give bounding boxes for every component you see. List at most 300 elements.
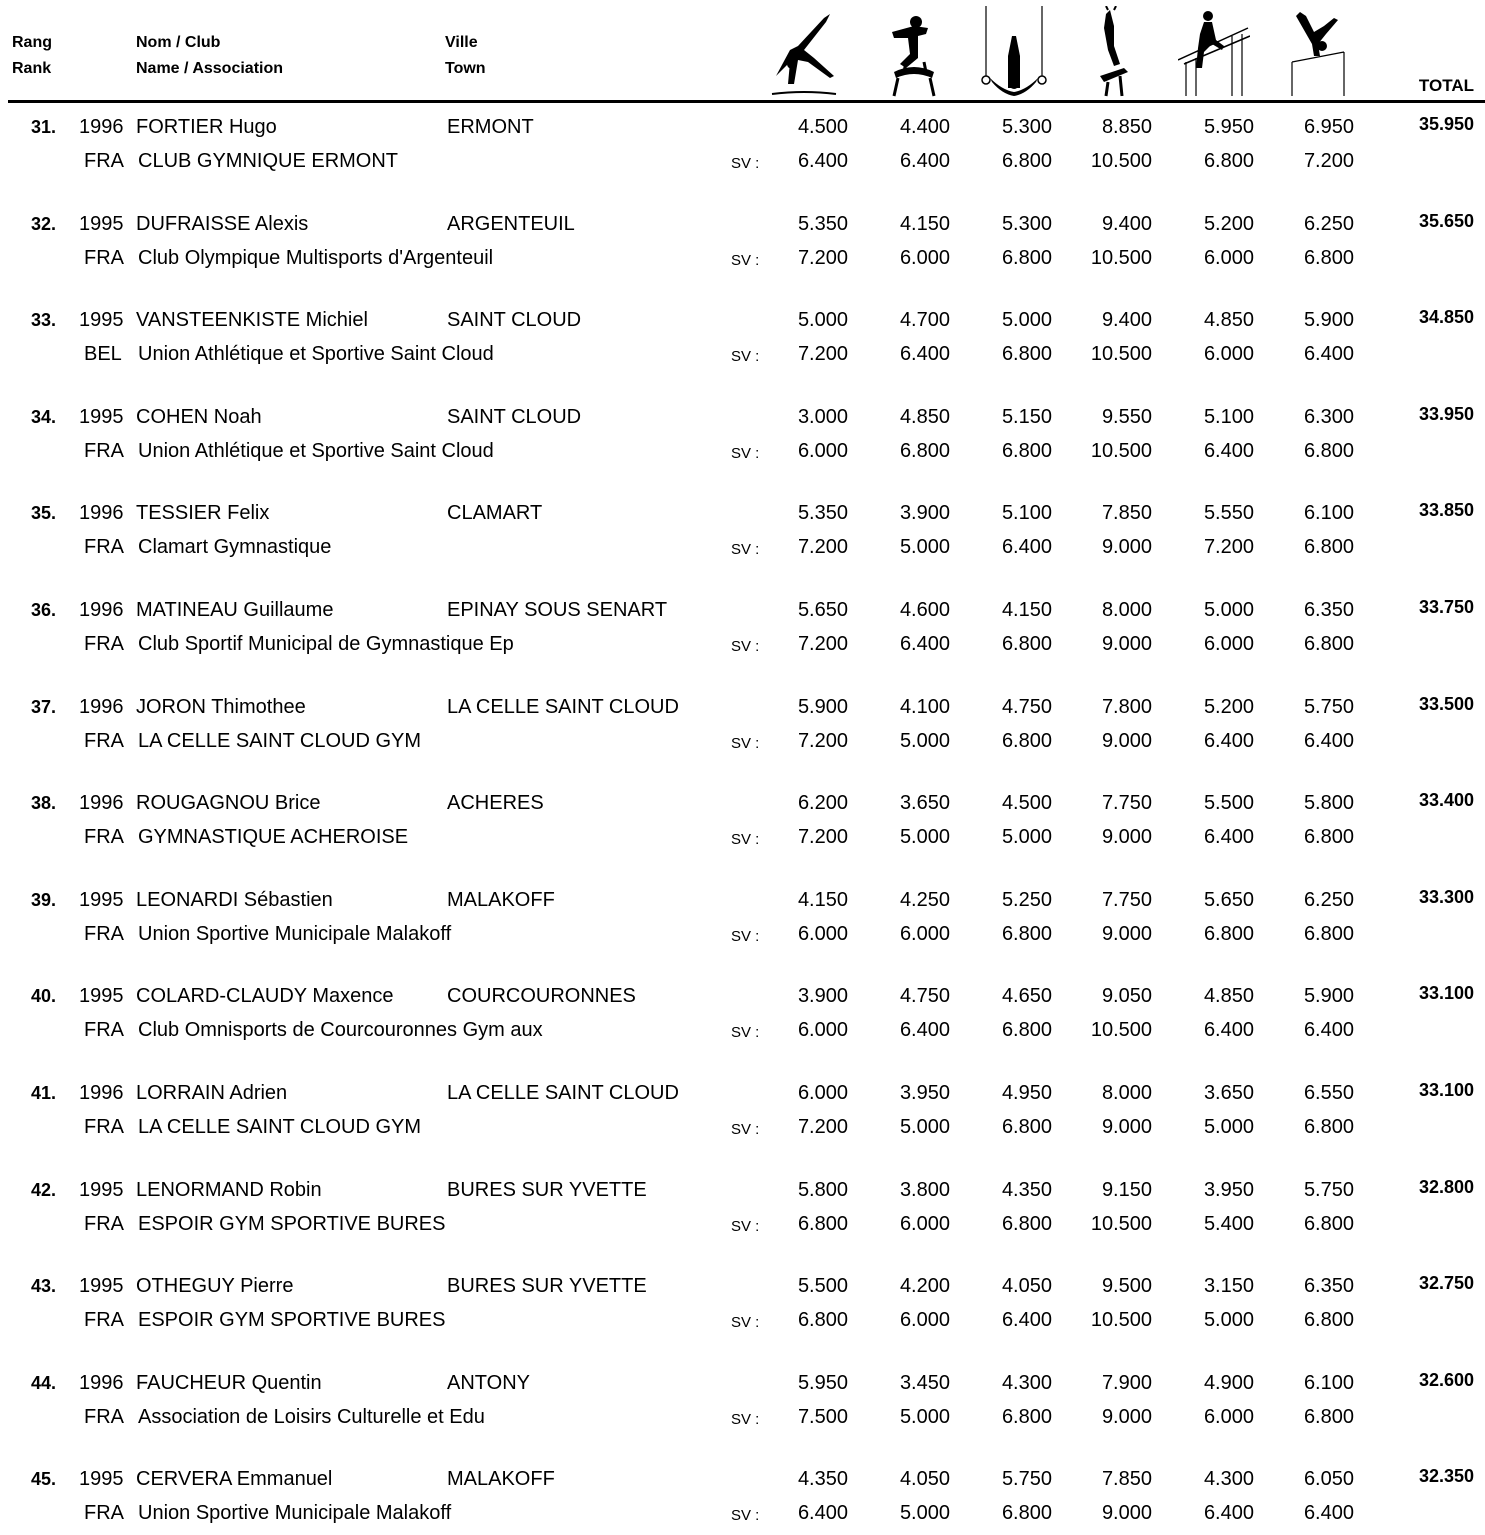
starting-value-cell: 6.800 <box>1303 246 1354 269</box>
club-cell: Club Omnisports de Courcouronnes Gym aux <box>138 1019 543 1042</box>
starting-value-cell: 6.000 <box>1203 633 1254 655</box>
starting-value-cell: 7.200 <box>1203 536 1254 559</box>
starting-value-cell: 6.000 <box>797 922 848 945</box>
apparatus-score-cell: 5.800 <box>1303 792 1354 815</box>
starting-value-cell: 10.500 <box>1090 150 1152 172</box>
sv-label: SV : <box>731 734 760 752</box>
sv-label: SV : <box>731 1121 760 1138</box>
starting-value-cell: 7.200 <box>1303 150 1354 172</box>
apparatus-score-cell: 3.900 <box>899 502 950 525</box>
apparatus-score-cell: 6.350 <box>1303 599 1354 621</box>
town-cell: MALAKOFF <box>447 1468 555 1491</box>
starting-value-cell: 5.000 <box>1001 826 1052 849</box>
starting-value-cell: 9.000 <box>1101 729 1152 752</box>
sv-label: SV : <box>731 927 760 945</box>
apparatus-score-cell: 9.400 <box>1101 309 1152 332</box>
header-divider <box>8 100 1485 103</box>
apparatus-score-cell: 5.900 <box>1303 309 1354 332</box>
apparatus-score-cell: 4.300 <box>1203 1468 1254 1491</box>
starting-value-cell: 10.500 <box>1090 439 1152 462</box>
apparatus-score-cell: 8.000 <box>1101 599 1152 621</box>
birth-year-cell: 1995 <box>79 1178 124 1201</box>
apparatus-score-cell: 3.900 <box>797 985 848 1008</box>
birth-year-cell: 1995 <box>79 405 124 428</box>
starting-value-cell: 7.200 <box>797 826 848 849</box>
starting-value-cell: 9.000 <box>1101 633 1152 655</box>
starting-value-cell: 6.800 <box>1001 633 1052 655</box>
rank-header-fr: Rang <box>12 34 52 51</box>
apparatus-score-cell: 7.750 <box>1101 888 1152 911</box>
club-cell: GYMNASTIQUE ACHEROISE <box>138 826 409 849</box>
starting-value-cell: 9.000 <box>1101 1405 1152 1428</box>
athlete-name-cell: FORTIER Hugo <box>136 116 277 138</box>
floor-exercise-icon <box>768 6 840 98</box>
starting-value-cell: 9.000 <box>1101 826 1152 849</box>
starting-value-cell: 6.000 <box>797 439 848 462</box>
apparatus-score-cell: 5.950 <box>1203 116 1254 138</box>
apparatus-score-cell: 4.650 <box>1001 985 1052 1008</box>
nationality-cell: FRA <box>84 1212 124 1235</box>
apparatus-score-cell: 4.600 <box>899 599 950 621</box>
table-row <box>0 308 1485 376</box>
nationality-cell: FRA <box>84 246 124 269</box>
table-row <box>0 405 1485 473</box>
apparatus-score-cell: 6.550 <box>1303 1082 1354 1104</box>
table-row <box>0 501 1485 569</box>
apparatus-score-cell: 5.500 <box>1203 792 1254 815</box>
name-header-fr: Nom / Club <box>136 34 221 51</box>
starting-value-cell: 6.800 <box>1303 826 1354 849</box>
starting-value-cell: 6.800 <box>1303 1405 1354 1428</box>
starting-value-cell: 10.500 <box>1090 1019 1152 1042</box>
apparatus-score-cell: 4.350 <box>1001 1178 1052 1201</box>
rank-cell: 32. <box>30 213 56 234</box>
club-cell: Association de Loisirs Culturelle et Edu <box>138 1405 485 1428</box>
club-cell: ESPOIR GYM SPORTIVE BURES <box>138 1212 446 1235</box>
total-score-cell: 33.300 <box>1418 886 1474 907</box>
pommel-horse-icon <box>878 6 950 98</box>
apparatus-score-cell: 4.150 <box>899 212 950 235</box>
apparatus-score-cell: 4.150 <box>1001 599 1052 621</box>
apparatus-score-cell: 5.000 <box>1001 309 1052 332</box>
sv-label: SV : <box>731 1314 760 1332</box>
total-score-cell: 33.100 <box>1418 983 1474 1004</box>
sv-label: SV : <box>731 348 760 366</box>
nationality-cell: FRA <box>84 729 124 752</box>
nationality-cell: FRA <box>84 1405 124 1428</box>
starting-value-cell: 7.200 <box>797 343 848 366</box>
apparatus-score-cell: 3.800 <box>899 1178 950 1201</box>
total-score-cell: 35.650 <box>1418 210 1474 231</box>
name-header <box>136 30 283 82</box>
apparatus-score-cell: 5.650 <box>797 599 848 621</box>
apparatus-score-cell: 6.300 <box>1303 405 1354 428</box>
club-cell: CLUB GYMNIQUE ERMONT <box>138 150 399 172</box>
total-score-cell: 32.600 <box>1418 1369 1474 1390</box>
apparatus-score-cell: 6.200 <box>797 792 848 815</box>
starting-value-cell: 9.000 <box>1101 922 1152 945</box>
club-cell: Union Sportive Municipale Malakoff <box>138 922 452 945</box>
town-header-en: Town <box>445 60 486 77</box>
birth-year-cell: 1995 <box>79 212 124 235</box>
starting-value-cell: 6.000 <box>899 1212 950 1235</box>
starting-value-cell: 6.000 <box>797 1019 848 1042</box>
starting-value-cell: 6.400 <box>797 1502 848 1525</box>
apparatus-score-cell: 3.450 <box>899 1371 950 1394</box>
apparatus-score-cell: 4.500 <box>797 116 848 138</box>
nationality-cell: FRA <box>84 826 124 849</box>
apparatus-score-cell: 3.650 <box>1203 1082 1254 1104</box>
starting-value-cell: 6.400 <box>899 150 950 172</box>
nationality-cell: FRA <box>84 1502 124 1525</box>
starting-value-cell: 6.800 <box>1001 1116 1052 1138</box>
apparatus-score-cell: 9.150 <box>1101 1178 1152 1201</box>
starting-value-cell: 6.400 <box>1203 439 1254 462</box>
athlete-name-cell: ROUGAGNOU Brice <box>136 792 321 815</box>
total-score-cell: 33.750 <box>1418 597 1474 617</box>
starting-value-cell: 7.200 <box>797 246 848 269</box>
still-rings-icon <box>978 6 1050 98</box>
starting-value-cell: 6.800 <box>1001 150 1052 172</box>
apparatus-score-cell: 9.550 <box>1101 405 1152 428</box>
town-cell: COURCOURONNES <box>447 985 636 1008</box>
apparatus-score-cell: 6.350 <box>1303 1275 1354 1298</box>
sv-label: SV : <box>731 444 760 462</box>
apparatus-score-cell: 5.300 <box>1001 212 1052 235</box>
rank-header-en: Rank <box>12 60 52 77</box>
table-row <box>0 598 1485 666</box>
town-header <box>445 30 486 82</box>
town-cell: LA CELLE SAINT CLOUD <box>447 1082 679 1104</box>
total-score-cell: 33.500 <box>1418 693 1474 714</box>
starting-value-cell: 6.000 <box>1203 246 1254 269</box>
nationality-cell: FRA <box>84 1019 124 1042</box>
rank-cell: 44. <box>30 1372 56 1393</box>
starting-value-cell: 6.000 <box>899 922 950 945</box>
starting-value-cell: 5.000 <box>899 536 950 559</box>
starting-value-cell: 6.800 <box>1303 1116 1354 1138</box>
apparatus-score-cell: 5.150 <box>1001 405 1052 428</box>
apparatus-score-cell: 4.200 <box>899 1275 950 1298</box>
starting-value-cell: 6.400 <box>899 1019 950 1042</box>
rank-cell: 36. <box>30 600 56 620</box>
sv-label: SV : <box>731 251 760 269</box>
apparatus-score-cell: 7.800 <box>1101 695 1152 718</box>
apparatus-score-cell: 7.900 <box>1101 1371 1152 1394</box>
starting-value-cell: 7.200 <box>797 1116 848 1138</box>
apparatus-score-cell: 7.750 <box>1101 792 1152 815</box>
rank-cell: 43. <box>30 1276 56 1297</box>
total-score-cell: 33.100 <box>1418 1080 1474 1100</box>
rank-cell: 38. <box>30 793 56 814</box>
athlete-name-cell: COLARD-CLAUDY Maxence <box>136 985 394 1008</box>
rank-cell: 41. <box>30 1083 56 1103</box>
apparatus-score-cell: 7.850 <box>1101 1468 1152 1491</box>
starting-value-cell: 6.800 <box>899 439 950 462</box>
starting-value-cell: 6.000 <box>1203 1405 1254 1428</box>
starting-value-cell: 6.400 <box>797 150 848 172</box>
starting-value-cell: 6.400 <box>1001 536 1052 559</box>
starting-value-cell: 6.400 <box>1001 1309 1052 1332</box>
apparatus-score-cell: 3.000 <box>797 405 848 428</box>
rank-cell: 34. <box>30 406 56 427</box>
nationality-cell: FRA <box>84 1309 124 1332</box>
starting-value-cell: 6.800 <box>1303 1309 1354 1332</box>
apparatus-score-cell: 4.850 <box>899 405 950 428</box>
starting-value-cell: 6.400 <box>1203 1019 1254 1042</box>
sv-label: SV : <box>731 831 760 849</box>
apparatus-score-cell: 4.400 <box>899 116 950 138</box>
nationality-cell: FRA <box>84 150 124 172</box>
table-row <box>0 1467 1485 1535</box>
athlete-name-cell: FAUCHEUR Quentin <box>136 1371 322 1394</box>
nationality-cell: FRA <box>84 536 124 559</box>
nationality-cell: FRA <box>84 633 124 655</box>
club-cell: Union Athlétique et Sportive Saint Cloud <box>138 439 494 462</box>
table-row <box>0 888 1485 956</box>
town-cell: ACHERES <box>447 792 544 815</box>
club-cell: Clamart Gymnastique <box>138 536 332 559</box>
nationality-cell: FRA <box>84 1116 124 1138</box>
starting-value-cell: 6.800 <box>1303 439 1354 462</box>
total-score-cell: 33.400 <box>1418 790 1474 811</box>
sv-label: SV : <box>731 1507 760 1525</box>
apparatus-score-cell: 5.750 <box>1303 695 1354 718</box>
birth-year-cell: 1996 <box>79 1371 124 1394</box>
town-cell: CLAMART <box>447 502 543 525</box>
starting-value-cell: 9.000 <box>1101 1116 1152 1138</box>
athlete-name-cell: LORRAIN Adrien <box>136 1082 288 1104</box>
apparatus-score-cell: 4.700 <box>899 309 950 332</box>
starting-value-cell: 7.200 <box>797 633 848 655</box>
town-cell: ERMONT <box>447 116 534 138</box>
rank-cell: 40. <box>30 986 56 1007</box>
apparatus-score-cell: 6.950 <box>1303 116 1354 138</box>
starting-value-cell: 6.800 <box>1001 1019 1052 1042</box>
apparatus-score-cell: 5.300 <box>1001 116 1052 138</box>
apparatus-score-cell: 4.750 <box>899 985 950 1008</box>
apparatus-score-cell: 7.850 <box>1101 502 1152 525</box>
starting-value-cell: 6.800 <box>1203 922 1254 945</box>
athlete-name-cell: OTHEGUY Pierre <box>136 1275 294 1298</box>
table-row <box>0 1178 1485 1246</box>
parallel-bars-icon <box>1178 6 1250 98</box>
name-header-en: Name / Association <box>136 60 284 77</box>
athlete-name-cell: DUFRAISSE Alexis <box>136 212 309 235</box>
sv-label: SV : <box>731 638 760 655</box>
town-cell: EPINAY SOUS SENART <box>447 599 668 621</box>
club-cell: Union Sportive Municipale Malakoff <box>138 1502 452 1525</box>
apparatus-score-cell: 5.100 <box>1001 502 1052 525</box>
starting-value-cell: 6.800 <box>1001 922 1052 945</box>
birth-year-cell: 1995 <box>79 888 124 911</box>
starting-value-cell: 6.400 <box>899 633 950 655</box>
rank-header <box>12 30 52 82</box>
starting-value-cell: 6.400 <box>1203 729 1254 752</box>
apparatus-score-cell: 3.650 <box>899 792 950 815</box>
starting-value-cell: 6.800 <box>1001 1212 1052 1235</box>
starting-value-cell: 5.000 <box>899 1405 950 1428</box>
starting-value-cell: 6.800 <box>797 1212 848 1235</box>
starting-value-cell: 10.500 <box>1090 246 1152 269</box>
apparatus-score-cell: 4.850 <box>1203 309 1254 332</box>
starting-value-cell: 9.000 <box>1101 1502 1152 1525</box>
apparatus-score-cell: 5.350 <box>797 502 848 525</box>
athlete-name-cell: TESSIER Felix <box>136 502 270 525</box>
starting-value-cell: 10.500 <box>1090 1309 1152 1332</box>
starting-value-cell: 7.500 <box>797 1405 848 1428</box>
rank-cell: 37. <box>30 696 56 717</box>
starting-value-cell: 6.800 <box>1001 729 1052 752</box>
rank-cell: 39. <box>30 889 56 910</box>
apparatus-score-cell: 4.850 <box>1203 985 1254 1008</box>
starting-value-cell: 6.800 <box>1203 150 1254 172</box>
apparatus-score-cell: 5.900 <box>797 695 848 718</box>
total-score-cell: 32.350 <box>1418 1466 1474 1487</box>
town-cell: MALAKOFF <box>447 888 555 911</box>
athlete-name-cell: LEONARDI Sébastien <box>136 888 333 911</box>
rank-cell: 31. <box>30 117 56 137</box>
apparatus-score-cell: 5.100 <box>1203 405 1254 428</box>
apparatus-score-cell: 9.050 <box>1101 985 1152 1008</box>
birth-year-cell: 1996 <box>79 1082 124 1104</box>
table-row <box>0 695 1485 763</box>
town-cell: ARGENTEUIL <box>447 212 575 235</box>
table-row <box>0 791 1485 859</box>
club-cell: ESPOIR GYM SPORTIVE BURES <box>138 1309 446 1332</box>
athlete-name-cell: CERVERA Emmanuel <box>136 1468 333 1491</box>
apparatus-score-cell: 4.050 <box>899 1468 950 1491</box>
apparatus-score-cell: 9.500 <box>1101 1275 1152 1298</box>
rank-cell: 45. <box>30 1469 56 1490</box>
vault-icon <box>1080 6 1152 98</box>
table-row <box>0 1274 1485 1342</box>
total-score-cell: 34.850 <box>1418 307 1474 328</box>
starting-value-cell: 10.500 <box>1090 1212 1152 1235</box>
apparatus-score-cell: 5.800 <box>797 1178 848 1201</box>
apparatus-score-cell: 6.050 <box>1303 1468 1354 1491</box>
apparatus-score-cell: 6.100 <box>1303 1371 1354 1394</box>
starting-value-cell: 10.500 <box>1090 343 1152 366</box>
birth-year-cell: 1996 <box>79 792 124 815</box>
starting-value-cell: 5.400 <box>1203 1212 1254 1235</box>
apparatus-score-cell: 4.150 <box>797 888 848 911</box>
apparatus-score-cell: 5.000 <box>797 309 848 332</box>
town-cell: LA CELLE SAINT CLOUD <box>447 695 679 718</box>
club-cell: LA CELLE SAINT CLOUD GYM <box>138 729 422 752</box>
apparatus-score-cell: 4.100 <box>899 695 950 718</box>
town-cell: BURES SUR YVETTE <box>447 1178 647 1201</box>
apparatus-score-cell: 5.200 <box>1203 212 1254 235</box>
starting-value-cell: 6.800 <box>1303 922 1354 945</box>
athlete-name-cell: MATINEAU Guillaume <box>136 599 334 621</box>
apparatus-score-cell: 5.350 <box>797 212 848 235</box>
birth-year-cell: 1995 <box>79 1468 124 1491</box>
sv-label: SV : <box>731 155 760 172</box>
apparatus-score-cell: 4.350 <box>797 1468 848 1491</box>
club-cell: Union Athlétique et Sportive Saint Cloud <box>138 343 494 366</box>
nationality-cell: FRA <box>84 922 124 945</box>
apparatus-score-cell: 5.500 <box>797 1275 848 1298</box>
horizontal-bar-icon <box>1284 6 1356 98</box>
birth-year-cell: 1996 <box>79 116 124 138</box>
town-cell: SAINT CLOUD <box>447 309 582 332</box>
apparatus-score-cell: 4.950 <box>1001 1082 1052 1104</box>
starting-value-cell: 6.800 <box>797 1309 848 1332</box>
starting-value-cell: 6.800 <box>1001 439 1052 462</box>
total-score-cell: 32.800 <box>1418 1176 1474 1197</box>
athlete-name-cell: COHEN Noah <box>136 405 262 428</box>
starting-value-cell: 6.400 <box>1303 729 1354 752</box>
total-header: TOTAL <box>1418 76 1474 95</box>
starting-value-cell: 5.000 <box>1203 1309 1254 1332</box>
total-score-cell: 35.950 <box>1418 114 1474 134</box>
town-header-fr: Ville <box>445 34 478 51</box>
starting-value-cell: 5.000 <box>899 729 950 752</box>
apparatus-score-cell: 5.900 <box>1303 985 1354 1008</box>
rank-cell: 42. <box>30 1179 56 1200</box>
rank-cell: 35. <box>30 503 56 524</box>
starting-value-cell: 5.000 <box>899 1502 950 1525</box>
sv-label: SV : <box>731 1217 760 1235</box>
starting-value-cell: 9.000 <box>1101 536 1152 559</box>
starting-value-cell: 6.800 <box>1001 343 1052 366</box>
starting-value-cell: 6.400 <box>1303 343 1354 366</box>
birth-year-cell: 1996 <box>79 695 124 718</box>
apparatus-score-cell: 6.250 <box>1303 212 1354 235</box>
birth-year-cell: 1996 <box>79 502 124 525</box>
starting-value-cell: 6.400 <box>1303 1502 1354 1525</box>
apparatus-score-cell: 4.900 <box>1203 1371 1254 1394</box>
table-row <box>0 1371 1485 1439</box>
birth-year-cell: 1995 <box>79 1275 124 1298</box>
starting-value-cell: 6.400 <box>1203 1502 1254 1525</box>
apparatus-score-cell: 5.000 <box>1203 599 1254 621</box>
starting-value-cell: 6.800 <box>1303 633 1354 655</box>
starting-value-cell: 5.000 <box>899 826 950 849</box>
apparatus-score-cell: 3.950 <box>899 1082 950 1104</box>
table-row <box>0 115 1485 183</box>
birth-year-cell: 1996 <box>79 599 124 621</box>
apparatus-score-cell: 5.250 <box>1001 888 1052 911</box>
starting-value-cell: 7.200 <box>797 536 848 559</box>
apparatus-score-cell: 4.750 <box>1001 695 1052 718</box>
starting-value-cell: 6.000 <box>899 1309 950 1332</box>
town-cell: SAINT CLOUD <box>447 405 582 428</box>
athlete-name-cell: VANSTEENKISTE Michiel <box>136 309 368 332</box>
starting-value-cell: 7.200 <box>797 729 848 752</box>
town-cell: BURES SUR YVETTE <box>447 1275 647 1298</box>
starting-value-cell: 6.800 <box>1001 1502 1052 1525</box>
apparatus-score-cell: 5.550 <box>1203 502 1254 525</box>
apparatus-score-cell: 5.650 <box>1203 888 1254 911</box>
town-cell: ANTONY <box>447 1371 530 1394</box>
apparatus-score-cell: 3.950 <box>1203 1178 1254 1201</box>
starting-value-cell: 6.400 <box>1203 826 1254 849</box>
starting-value-cell: 6.800 <box>1303 536 1354 559</box>
starting-value-cell: 6.400 <box>1303 1019 1354 1042</box>
starting-value-cell: 6.000 <box>1203 343 1254 366</box>
apparatus-score-cell: 4.500 <box>1001 792 1052 815</box>
rank-cell: 33. <box>30 310 56 331</box>
starting-value-cell: 6.400 <box>899 343 950 366</box>
table-row <box>0 984 1485 1052</box>
total-score-cell: 33.950 <box>1418 403 1474 424</box>
birth-year-cell: 1995 <box>79 985 124 1008</box>
starting-value-cell: 6.800 <box>1303 1212 1354 1235</box>
apparatus-score-cell: 6.250 <box>1303 888 1354 911</box>
apparatus-score-cell: 4.300 <box>1001 1371 1052 1394</box>
